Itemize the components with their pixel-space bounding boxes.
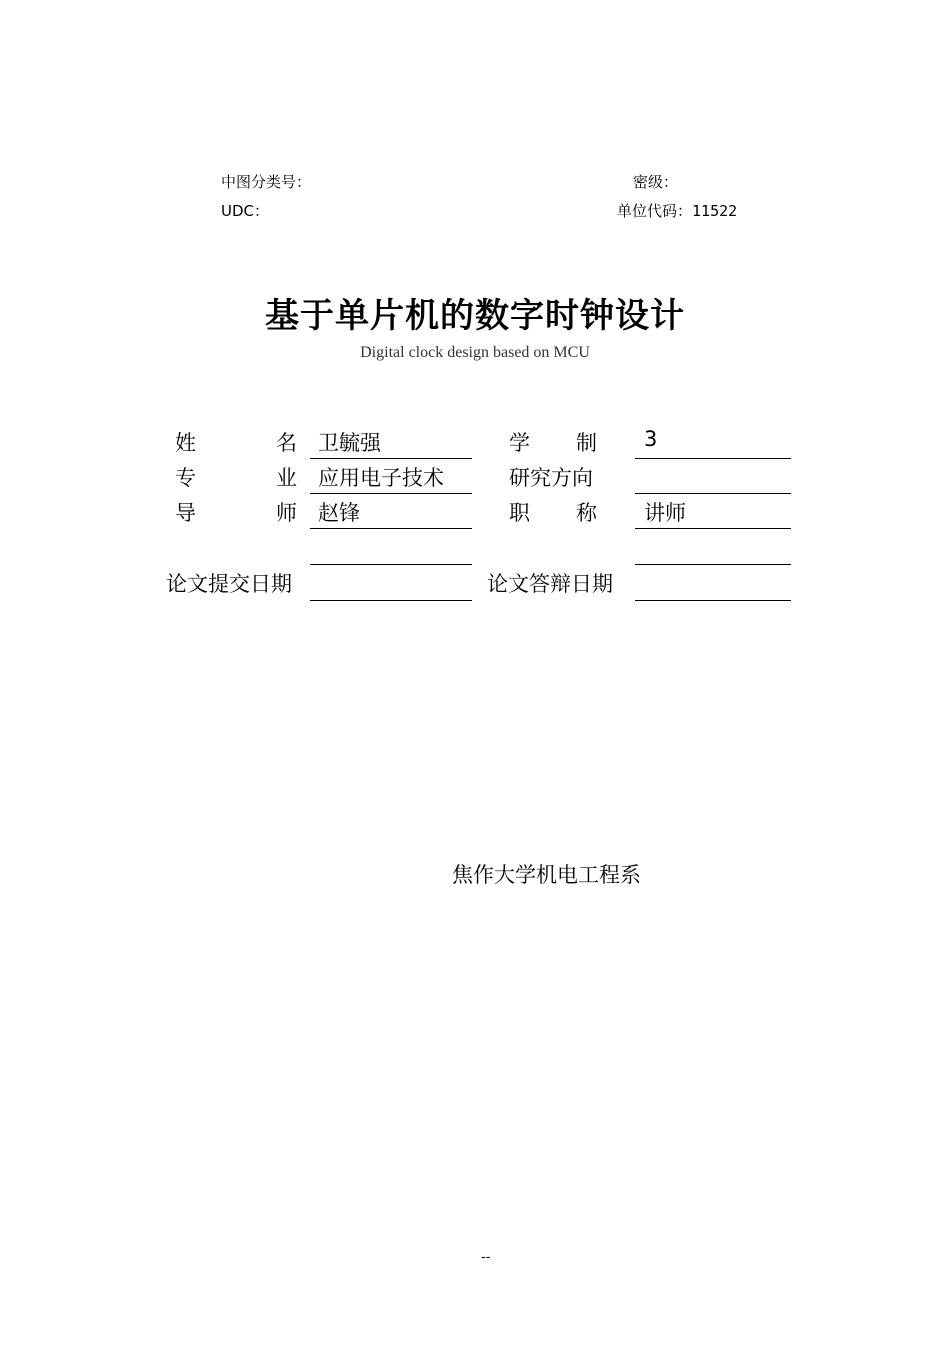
advisor-label-2: 师 <box>276 501 297 525</box>
unit-code-value: 11522 <box>692 202 738 220</box>
prof-title-label-1: 职 <box>509 501 530 525</box>
name-value: 卫毓强 <box>318 431 381 455</box>
name-label-2: 名 <box>276 431 297 455</box>
advisor-label-1: 导 <box>175 501 196 525</box>
system-value: 3 <box>644 427 658 451</box>
major-label-1: 专 <box>175 466 196 490</box>
system-label-1: 学 <box>509 431 530 455</box>
name-underline <box>310 458 472 459</box>
system-underline <box>635 458 791 459</box>
unit-code-label: 单位代码： <box>617 202 693 220</box>
direction-label: 研究方向 <box>509 466 593 490</box>
page-number: -- <box>481 1250 491 1265</box>
defense-date-upper-line <box>635 564 791 565</box>
unit-code <box>617 200 737 221</box>
name-label-1: 姓 <box>175 431 196 455</box>
major-label-2: 业 <box>276 466 297 490</box>
submit-date-upper-line <box>310 564 472 565</box>
secret-level-label: 密级： <box>633 173 679 191</box>
system-label-2: 制 <box>576 431 597 455</box>
direction-underline <box>635 493 791 494</box>
thesis-title: 基于单片机的数字时钟设计 <box>265 296 685 336</box>
defense-date-underline <box>635 600 791 601</box>
prof-title-underline <box>635 528 791 529</box>
major-value: 应用电子技术 <box>318 466 444 490</box>
advisor-underline <box>310 528 472 529</box>
department-name: 焦作大学机电工程系 <box>452 863 641 887</box>
submit-date-label: 论文提交日期 <box>166 572 292 596</box>
prof-title-value: 讲师 <box>644 501 686 525</box>
submit-date-underline <box>310 600 472 601</box>
clc-label: 中图分类号： <box>221 173 312 191</box>
defense-date-label: 论文答辩日期 <box>487 572 613 596</box>
prof-title-label-2: 称 <box>576 501 597 525</box>
advisor-value: 赵锋 <box>318 501 360 525</box>
major-underline <box>310 493 472 494</box>
udc-label: UDC： <box>221 202 270 220</box>
thesis-subtitle: Digital clock design based on MCU <box>360 344 590 361</box>
